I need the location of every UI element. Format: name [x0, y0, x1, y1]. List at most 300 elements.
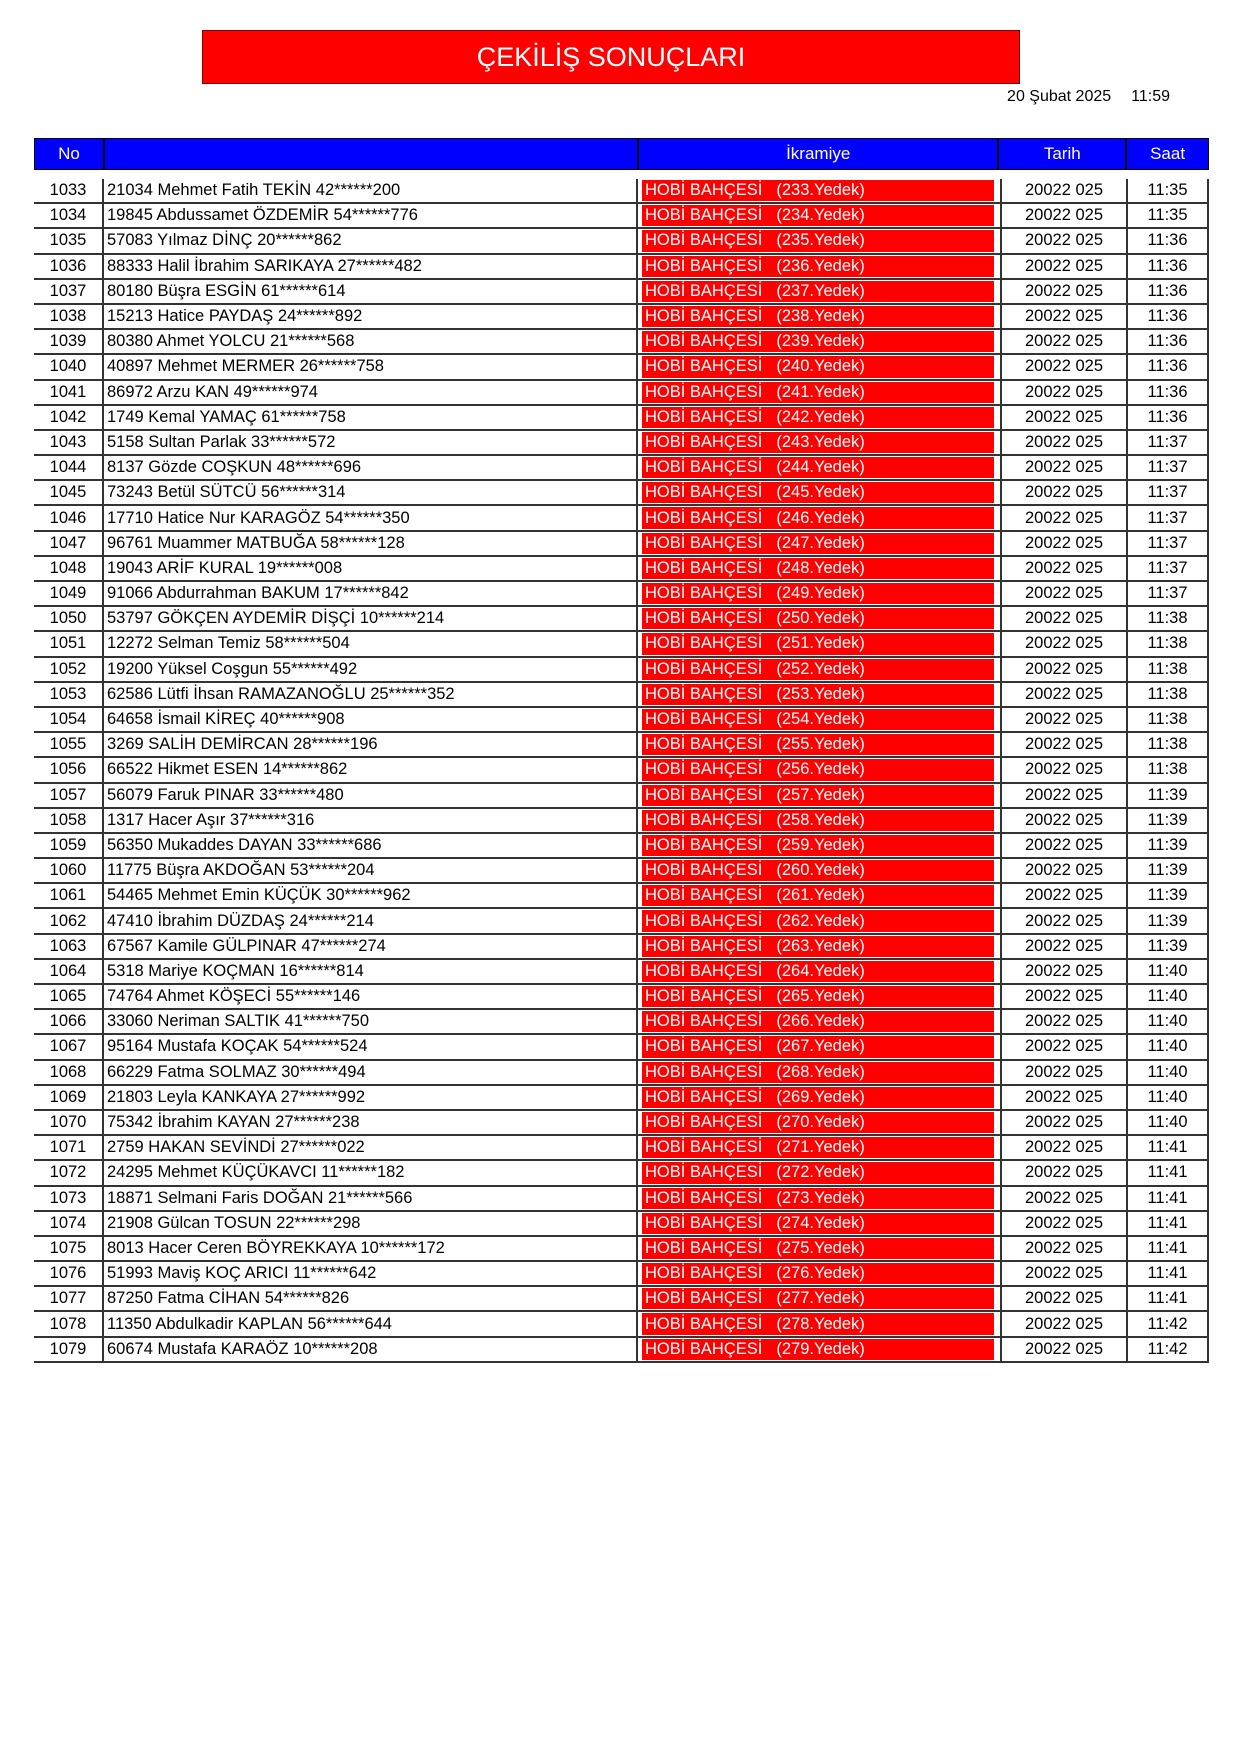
prize-highlight: [642, 256, 994, 277]
reserve-label: (268.Yedek): [776, 1062, 865, 1081]
prize-highlight: [642, 835, 994, 856]
reserve-label: (254.Yedek): [776, 710, 865, 729]
prize-highlight: [642, 306, 994, 327]
reserve-label: (238.Yedek): [776, 307, 865, 326]
table-row: [34, 935, 1209, 960]
participant-name: 19845 Abdussamet ÖZDEMİR 54******776: [104, 204, 638, 227]
participant-name: 80180 Büşra ESGİN 61******614: [104, 280, 638, 303]
draw-date: 20022 025: [1000, 985, 1128, 1008]
participant-name: 8137 Gözde COŞKUN 48******696: [104, 456, 638, 479]
participant-name: 80380 Ahmet YOLCU 21******568: [104, 330, 638, 353]
prize-label: HOBİ BAHÇESİ: [645, 432, 763, 451]
prize-highlight: [642, 910, 994, 931]
draw-date: 20022 025: [1000, 532, 1128, 555]
prize-cell: [638, 255, 1000, 278]
table-row: [34, 1010, 1209, 1035]
reserve-label: (276.Yedek): [776, 1264, 865, 1283]
column-header-prize: İkramiye: [639, 139, 999, 169]
prize-highlight: [642, 1339, 994, 1360]
prize-label: HOBİ BAHÇESİ: [645, 961, 763, 980]
reserve-label: (241.Yedek): [776, 382, 865, 401]
draw-time: 11:40: [1128, 1035, 1209, 1058]
participant-name: 66522 Hikmet ESEN 14******862: [104, 758, 638, 781]
prize-highlight: [642, 205, 994, 226]
row-number: 1078: [34, 1312, 104, 1335]
prize-highlight: [642, 1087, 994, 1108]
prize-highlight: [642, 1313, 994, 1334]
draw-time: 11:36: [1128, 330, 1209, 353]
prize-cell: [638, 809, 1000, 832]
draw-date: 20022 025: [1000, 204, 1128, 227]
prize-highlight: [642, 457, 994, 478]
prize-cell: [638, 708, 1000, 731]
row-number: 1051: [34, 632, 104, 655]
draw-time: 11:40: [1128, 1086, 1209, 1109]
draw-time: 11:37: [1128, 582, 1209, 605]
table-row: [34, 1161, 1209, 1186]
participant-name: 96761 Muammer MATBUĞA 58******128: [104, 532, 638, 555]
reserve-label: (273.Yedek): [776, 1188, 865, 1207]
column-header-name: [105, 139, 639, 169]
draw-date: 20022 025: [1000, 1338, 1128, 1361]
draw-time: 11:35: [1128, 204, 1209, 227]
prize-highlight: [642, 356, 994, 377]
prize-label: HOBİ BAHÇESİ: [645, 407, 763, 426]
row-number: 1062: [34, 909, 104, 932]
prize-label: HOBİ BAHÇESİ: [645, 533, 763, 552]
prize-label: HOBİ BAHÇESİ: [645, 1163, 763, 1182]
table-row: [34, 330, 1209, 355]
reserve-label: (260.Yedek): [776, 861, 865, 880]
prize-highlight: [642, 1263, 994, 1284]
row-number: 1059: [34, 834, 104, 857]
prize-label: HOBİ BAHÇESİ: [645, 1213, 763, 1232]
prize-label: HOBİ BAHÇESİ: [645, 558, 763, 577]
prize-cell: [638, 179, 1000, 202]
draw-date: 20022 025: [1000, 1035, 1128, 1058]
participant-name: 60674 Mustafa KARAÖZ 10******208: [104, 1338, 638, 1361]
participant-name: 40897 Mehmet MERMER 26******758: [104, 355, 638, 378]
prize-label: HOBİ BAHÇESİ: [645, 206, 763, 225]
draw-time: 11:36: [1128, 355, 1209, 378]
table-row: [34, 481, 1209, 506]
prize-cell: [638, 557, 1000, 580]
row-number: 1069: [34, 1086, 104, 1109]
draw-time: 11:36: [1128, 255, 1209, 278]
draw-time: 11:36: [1128, 406, 1209, 429]
participant-name: 74764 Ahmet KÖŞECİ 55******146: [104, 985, 638, 1008]
column-header-no: No: [35, 139, 105, 169]
table-row: [34, 1338, 1209, 1363]
row-number: 1067: [34, 1035, 104, 1058]
participant-name: 1317 Hacer Aşır 37******316: [104, 809, 638, 832]
draw-date: 20022 025: [1000, 859, 1128, 882]
participant-name: 2759 HAKAN SEVİNDİ 27******022: [104, 1136, 638, 1159]
row-number: 1074: [34, 1212, 104, 1235]
prize-cell: [638, 355, 1000, 378]
participant-name: 91066 Abdurrahman BAKUM 17******842: [104, 582, 638, 605]
prize-cell: [638, 330, 1000, 353]
prize-cell: [638, 1010, 1000, 1033]
participant-name: 67567 Kamile GÜLPINAR 47******274: [104, 935, 638, 958]
table-row: [34, 809, 1209, 834]
table-row: [34, 179, 1209, 204]
prize-label: HOBİ BAHÇESİ: [645, 1037, 763, 1056]
row-number: 1053: [34, 683, 104, 706]
draw-date: 20022 025: [1000, 1161, 1128, 1184]
print-timestamp: [900, 88, 1170, 110]
reserve-label: (262.Yedek): [776, 911, 865, 930]
prize-label: HOBİ BAHÇESİ: [645, 357, 763, 376]
participant-name: 11350 Abdulkadir KAPLAN 56******644: [104, 1312, 638, 1335]
prize-cell: [638, 506, 1000, 529]
prize-cell: [638, 758, 1000, 781]
row-number: 1075: [34, 1237, 104, 1260]
prize-cell: [638, 632, 1000, 655]
participant-name: 95164 Mustafa KOÇAK 54******524: [104, 1035, 638, 1058]
draw-date: 20022 025: [1000, 758, 1128, 781]
reserve-label: (256.Yedek): [776, 760, 865, 779]
prize-cell: [638, 456, 1000, 479]
reserve-label: (277.Yedek): [776, 1289, 865, 1308]
prize-cell: [638, 1212, 1000, 1235]
row-number: 1072: [34, 1161, 104, 1184]
prize-highlight: [642, 885, 994, 906]
participant-name: 47410 İbrahim DÜZDAŞ 24******214: [104, 909, 638, 932]
prize-label: HOBİ BAHÇESİ: [645, 281, 763, 300]
prize-highlight: [642, 961, 994, 982]
prize-highlight: [642, 1036, 994, 1057]
draw-date: 20022 025: [1000, 909, 1128, 932]
table-row: [34, 506, 1209, 531]
table-row: [34, 1111, 1209, 1136]
prize-highlight: [642, 734, 994, 755]
reserve-label: (244.Yedek): [776, 458, 865, 477]
draw-date: 20022 025: [1000, 506, 1128, 529]
row-number: 1065: [34, 985, 104, 1008]
table-row: [34, 960, 1209, 985]
prize-cell: [638, 381, 1000, 404]
prize-highlight: [642, 1112, 994, 1133]
table-row: [34, 632, 1209, 657]
draw-date: 20022 025: [1000, 658, 1128, 681]
prize-label: HOBİ BAHÇESİ: [645, 1314, 763, 1333]
prize-highlight: [642, 1162, 994, 1183]
prize-highlight: [642, 1213, 994, 1234]
reserve-label: (236.Yedek): [776, 256, 865, 275]
participant-name: 86972 Arzu KAN 49******974: [104, 381, 638, 404]
participant-name: 87250 Fatma CİHAN 54******826: [104, 1287, 638, 1310]
reserve-label: (265.Yedek): [776, 987, 865, 1006]
participant-name: 33060 Neriman SALTIK 41******750: [104, 1010, 638, 1033]
prize-cell: [638, 834, 1000, 857]
participant-name: 5318 Mariye KOÇMAN 16******814: [104, 960, 638, 983]
reserve-label: (253.Yedek): [776, 684, 865, 703]
prize-label: HOBİ BAHÇESİ: [645, 634, 763, 653]
table-row: [34, 1086, 1209, 1111]
draw-time: 11:38: [1128, 708, 1209, 731]
prize-cell: [638, 1287, 1000, 1310]
prize-highlight: [642, 281, 994, 302]
prize-highlight: [642, 709, 994, 730]
draw-time: 11:39: [1128, 784, 1209, 807]
prize-label: HOBİ BAHÇESİ: [645, 1062, 763, 1081]
prize-label: HOBİ BAHÇESİ: [645, 1188, 763, 1207]
reserve-label: (237.Yedek): [776, 281, 865, 300]
row-number: 1070: [34, 1111, 104, 1134]
column-header-date: Tarih: [999, 139, 1127, 169]
prize-label: HOBİ BAHÇESİ: [645, 684, 763, 703]
draw-date: 20022 025: [1000, 1010, 1128, 1033]
prize-cell: [638, 960, 1000, 983]
draw-date: 20022 025: [1000, 229, 1128, 252]
prize-label: HOBİ BAHÇESİ: [645, 861, 763, 880]
draw-time: 11:41: [1128, 1237, 1209, 1260]
prize-highlight: [642, 785, 994, 806]
row-number: 1034: [34, 204, 104, 227]
prize-cell: [638, 1061, 1000, 1084]
print-time: 11:59: [1131, 88, 1170, 105]
draw-time: 11:35: [1128, 179, 1209, 202]
prize-cell: [638, 1136, 1000, 1159]
draw-time: 11:38: [1128, 607, 1209, 630]
prize-cell: [638, 1187, 1000, 1210]
draw-time: 11:37: [1128, 506, 1209, 529]
prize-cell: [638, 204, 1000, 227]
prize-cell: [638, 884, 1000, 907]
table-row: [34, 1035, 1209, 1060]
draw-time: 11:37: [1128, 431, 1209, 454]
row-number: 1041: [34, 381, 104, 404]
draw-date: 20022 025: [1000, 1086, 1128, 1109]
row-number: 1033: [34, 179, 104, 202]
row-number: 1035: [34, 229, 104, 252]
prize-label: HOBİ BAHÇESİ: [645, 307, 763, 326]
reserve-label: (270.Yedek): [776, 1113, 865, 1132]
prize-cell: [638, 935, 1000, 958]
table-row: [34, 834, 1209, 859]
draw-time: 11:39: [1128, 884, 1209, 907]
table-row: [34, 1287, 1209, 1312]
row-number: 1079: [34, 1338, 104, 1361]
prize-highlight: [642, 533, 994, 554]
row-number: 1049: [34, 582, 104, 605]
draw-time: 11:39: [1128, 809, 1209, 832]
participant-name: 21034 Mehmet Fatih TEKİN 42******200: [104, 179, 638, 202]
prize-label: HOBİ BAHÇESİ: [645, 987, 763, 1006]
participant-name: 8013 Hacer Ceren BÖYREKKAYA 10******172: [104, 1237, 638, 1260]
table-row: [34, 758, 1209, 783]
prize-highlight: [642, 684, 994, 705]
prize-label: HOBİ BAHÇESİ: [645, 835, 763, 854]
participant-name: 15213 Hatice PAYDAŞ 24******892: [104, 305, 638, 328]
participant-name: 18871 Selmani Faris DOĞAN 21******566: [104, 1187, 638, 1210]
table-header: [34, 138, 1209, 170]
prize-highlight: [642, 382, 994, 403]
prize-cell: [638, 1111, 1000, 1134]
reserve-label: (264.Yedek): [776, 961, 865, 980]
draw-time: 11:41: [1128, 1136, 1209, 1159]
draw-time: 11:40: [1128, 1111, 1209, 1134]
draw-time: 11:41: [1128, 1187, 1209, 1210]
draw-date: 20022 025: [1000, 607, 1128, 630]
draw-time: 11:40: [1128, 1061, 1209, 1084]
prize-label: HOBİ BAHÇESİ: [645, 458, 763, 477]
table-row: [34, 909, 1209, 934]
row-number: 1052: [34, 658, 104, 681]
prize-label: HOBİ BAHÇESİ: [645, 483, 763, 502]
row-number: 1055: [34, 733, 104, 756]
participant-name: 64658 İsmail KİREÇ 40******908: [104, 708, 638, 731]
draw-date: 20022 025: [1000, 1136, 1128, 1159]
prize-label: HOBİ BAHÇESİ: [645, 382, 763, 401]
draw-date: 20022 025: [1000, 733, 1128, 756]
draw-date: 20022 025: [1000, 884, 1128, 907]
row-number: 1057: [34, 784, 104, 807]
prize-cell: [638, 1035, 1000, 1058]
table-row: [34, 204, 1209, 229]
participant-name: 21803 Leyla KANKAYA 27******992: [104, 1086, 638, 1109]
prize-label: HOBİ BAHÇESİ: [645, 508, 763, 527]
reserve-label: (275.Yedek): [776, 1238, 865, 1257]
participant-name: 54465 Mehmet Emin KÜÇÜK 30******962: [104, 884, 638, 907]
row-number: 1060: [34, 859, 104, 882]
row-number: 1039: [34, 330, 104, 353]
reserve-label: (257.Yedek): [776, 785, 865, 804]
draw-time: 11:38: [1128, 758, 1209, 781]
reserve-label: (272.Yedek): [776, 1163, 865, 1182]
prize-cell: [638, 481, 1000, 504]
prize-label: HOBİ BAHÇESİ: [645, 911, 763, 930]
draw-date: 20022 025: [1000, 1312, 1128, 1335]
prize-cell: [638, 582, 1000, 605]
prize-highlight: [642, 1238, 994, 1259]
draw-date: 20022 025: [1000, 381, 1128, 404]
table-row: [34, 985, 1209, 1010]
prize-highlight: [642, 1062, 994, 1083]
row-number: 1076: [34, 1262, 104, 1285]
table-row: [34, 607, 1209, 632]
draw-time: 11:41: [1128, 1161, 1209, 1184]
table-row: [34, 431, 1209, 456]
prize-label: HOBİ BAHÇESİ: [645, 810, 763, 829]
participant-name: 21908 Gülcan TOSUN 22******298: [104, 1212, 638, 1235]
draw-date: 20022 025: [1000, 1187, 1128, 1210]
reserve-label: (247.Yedek): [776, 533, 865, 552]
table-row: [34, 381, 1209, 406]
participant-name: 5158 Sultan Parlak 33******572: [104, 431, 638, 454]
row-number: 1058: [34, 809, 104, 832]
table-row: [34, 305, 1209, 330]
table-row: [34, 1237, 1209, 1262]
prize-label: HOBİ BAHÇESİ: [645, 760, 763, 779]
prize-label: HOBİ BAHÇESİ: [645, 256, 763, 275]
prize-label: HOBİ BAHÇESİ: [645, 1238, 763, 1257]
reserve-label: (246.Yedek): [776, 508, 865, 527]
prize-cell: [638, 607, 1000, 630]
draw-date: 20022 025: [1000, 708, 1128, 731]
row-number: 1038: [34, 305, 104, 328]
participant-name: 19043 ARİF KURAL 19******008: [104, 557, 638, 580]
draw-date: 20022 025: [1000, 280, 1128, 303]
reserve-label: (235.Yedek): [776, 231, 865, 250]
participant-name: 56079 Faruk PINAR 33******480: [104, 784, 638, 807]
prize-highlight: [642, 986, 994, 1007]
draw-date: 20022 025: [1000, 557, 1128, 580]
draw-date: 20022 025: [1000, 1111, 1128, 1134]
prize-cell: [638, 229, 1000, 252]
participant-name: 1749 Kemal YAMAÇ 61******758: [104, 406, 638, 429]
prize-cell: [638, 532, 1000, 555]
reserve-label: (258.Yedek): [776, 810, 865, 829]
prize-cell: [638, 1237, 1000, 1260]
reserve-label: (248.Yedek): [776, 558, 865, 577]
prize-label: HOBİ BAHÇESİ: [645, 181, 763, 200]
draw-time: 11:42: [1128, 1338, 1209, 1361]
prize-highlight: [642, 860, 994, 881]
draw-time: 11:39: [1128, 834, 1209, 857]
row-number: 1068: [34, 1061, 104, 1084]
reserve-label: (250.Yedek): [776, 609, 865, 628]
row-number: 1048: [34, 557, 104, 580]
draw-time: 11:38: [1128, 683, 1209, 706]
draw-time: 11:41: [1128, 1212, 1209, 1235]
table-row: [34, 255, 1209, 280]
participant-name: 53797 GÖKÇEN AYDEMİR DİŞÇİ 10******214: [104, 607, 638, 630]
table-row: [34, 683, 1209, 708]
prize-cell: [638, 1312, 1000, 1335]
prize-label: HOBİ BAHÇESİ: [645, 231, 763, 250]
prize-highlight: [642, 1137, 994, 1158]
draw-date: 20022 025: [1000, 1212, 1128, 1235]
participant-name: 51993 Maviş KOÇ ARICI 11******642: [104, 1262, 638, 1285]
reserve-label: (259.Yedek): [776, 835, 865, 854]
row-number: 1050: [34, 607, 104, 630]
prize-cell: [638, 431, 1000, 454]
prize-highlight: [642, 230, 994, 251]
row-number: 1036: [34, 255, 104, 278]
participant-name: 3269 SALİH DEMİRCAN 28******196: [104, 733, 638, 756]
prize-highlight: [642, 180, 994, 201]
prize-highlight: [642, 507, 994, 528]
prize-highlight: [642, 1288, 994, 1309]
reserve-label: (234.Yedek): [776, 206, 865, 225]
table-row: [34, 733, 1209, 758]
reserve-label: (279.Yedek): [776, 1339, 865, 1358]
prize-cell: [638, 784, 1000, 807]
draw-time: 11:36: [1128, 229, 1209, 252]
table-row: [34, 582, 1209, 607]
table-row: [34, 456, 1209, 481]
prize-cell: [638, 1262, 1000, 1285]
participant-name: 73243 Betül SÜTCÜ 56******314: [104, 481, 638, 504]
table-row: [34, 1136, 1209, 1161]
prize-cell: [638, 1161, 1000, 1184]
draw-time: 11:38: [1128, 632, 1209, 655]
reserve-label: (274.Yedek): [776, 1213, 865, 1232]
participant-name: 57083 Yılmaz DİNÇ 20******862: [104, 229, 638, 252]
prize-highlight: [642, 659, 994, 680]
table-row: [34, 1187, 1209, 1212]
prize-label: HOBİ BAHÇESİ: [645, 710, 763, 729]
draw-time: 11:42: [1128, 1312, 1209, 1335]
table-row: [34, 532, 1209, 557]
draw-time: 11:41: [1128, 1287, 1209, 1310]
prize-highlight: [642, 1188, 994, 1209]
reserve-label: (267.Yedek): [776, 1037, 865, 1056]
draw-date: 20022 025: [1000, 481, 1128, 504]
draw-date: 20022 025: [1000, 582, 1128, 605]
